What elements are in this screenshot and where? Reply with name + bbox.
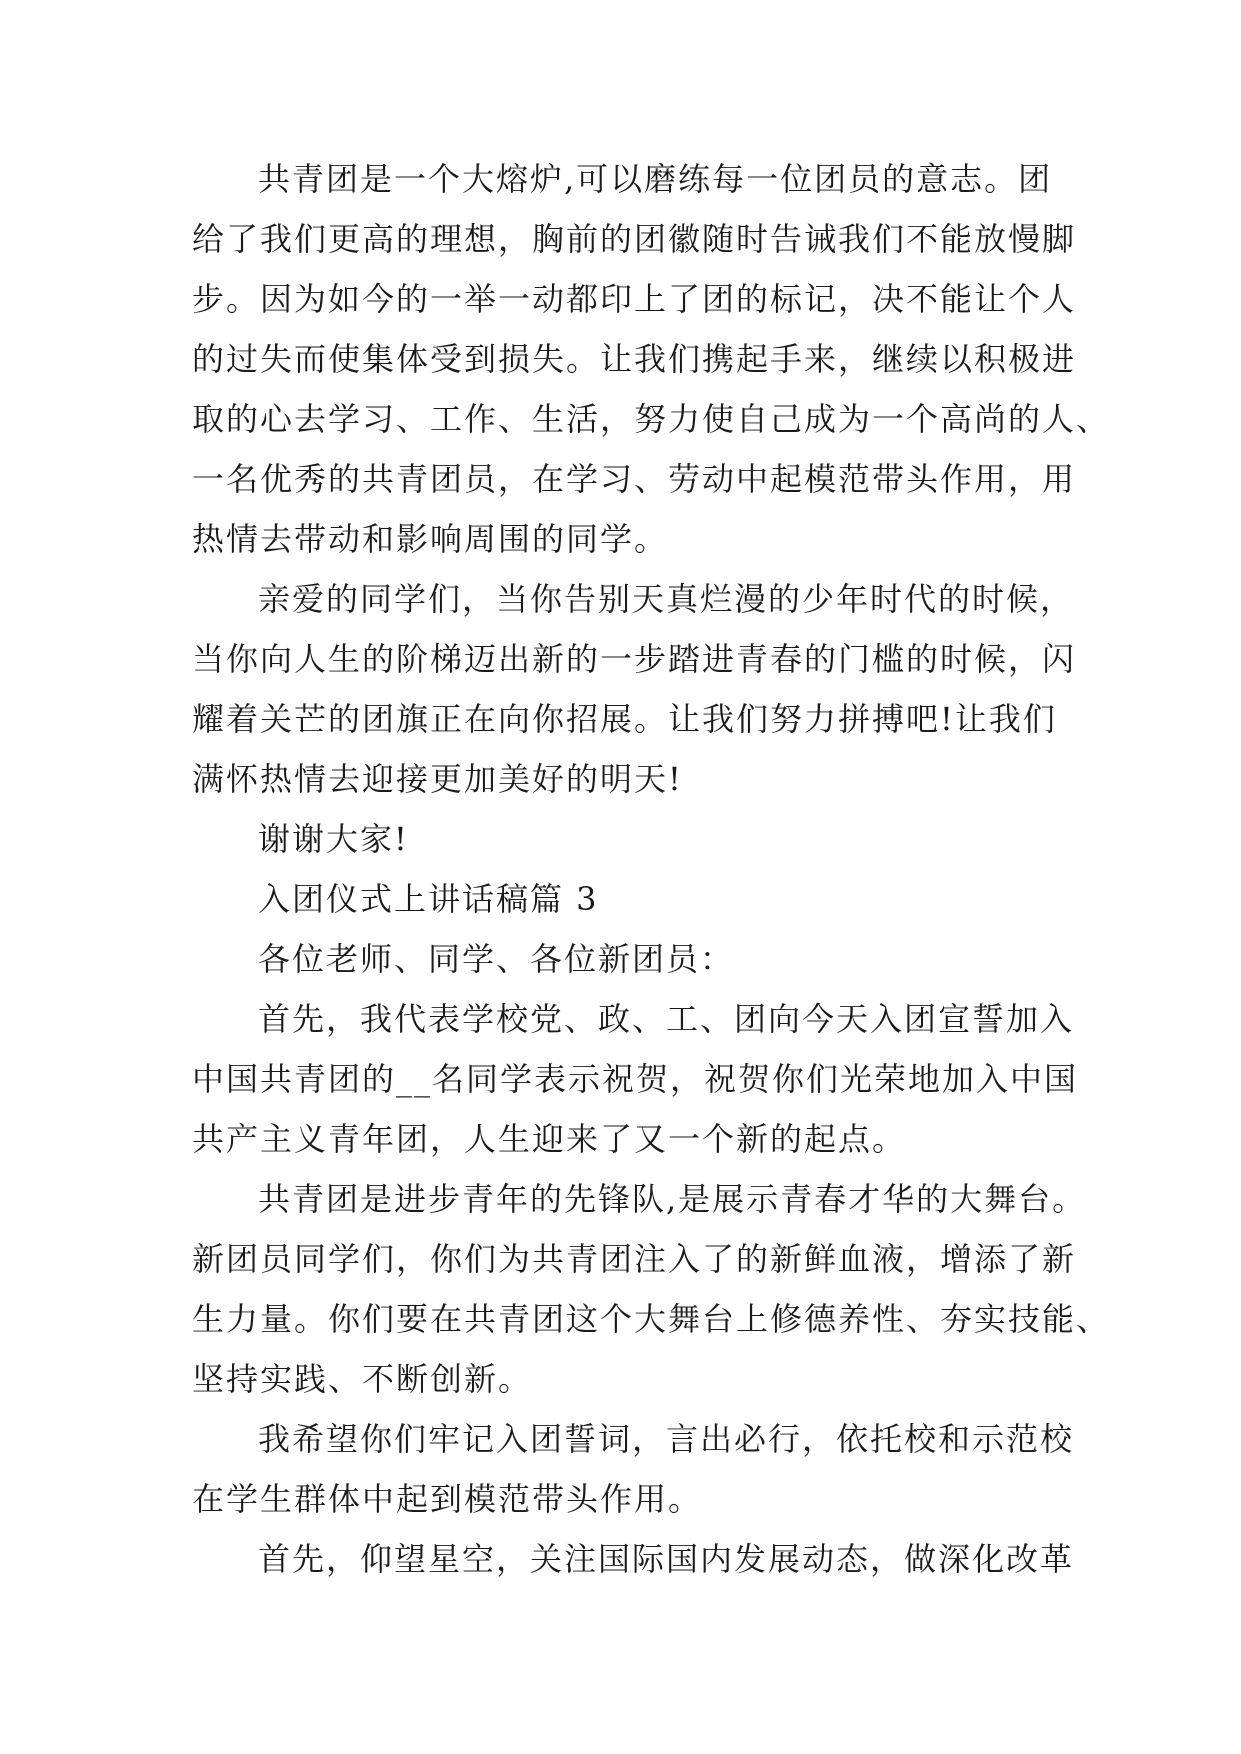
text-line: 共青团是一个大熔炉,可以磨练每一位团员的意志。团 bbox=[258, 160, 1053, 198]
text-line: 满怀热情去迎接更加美好的明天! bbox=[192, 760, 683, 798]
text-line: 首先，仰望星空，关注国际国内发展动态，做深化改革 bbox=[258, 1540, 1075, 1578]
text-line: 谢谢大家! bbox=[258, 820, 409, 858]
text-line: 坚持实践、不断创新。 bbox=[192, 1360, 533, 1398]
section-heading: 入团仪式上讲话稿篇 3 bbox=[258, 880, 599, 918]
text-line: 共产主义青年团，人生迎来了又一个新的起点。 bbox=[192, 1120, 907, 1158]
text-line: 新团员同学们，你们为共青团注入了的新鲜血液，增添了新 bbox=[192, 1240, 1077, 1278]
text-line: 耀着关芒的团旗正在向你招展。让我们努力拼搏吧!让我们 bbox=[192, 700, 1057, 738]
text-line: 取的心去学习、工作、生活，努力使自己成为一个高尚的人、 bbox=[192, 400, 1111, 438]
text-line: 给了我们更高的理想，胸前的团徽随时告诫我们不能放慢脚 bbox=[192, 220, 1077, 258]
text-line: 的过失而使集体受到损失。让我们携起手来，继续以积极进 bbox=[192, 340, 1077, 378]
salutation: 各位老师、同学、各位新团员： bbox=[258, 940, 735, 978]
text-line: 生力量。你们要在共青团这个大舞台上修德养性、夯实技能、 bbox=[192, 1300, 1111, 1338]
text-line: 步。因为如今的一举一动都印上了团的标记，决不能让个人 bbox=[192, 280, 1077, 318]
text-line: 在学生群体中起到模范带头作用。 bbox=[192, 1480, 703, 1518]
text-line: 我希望你们牢记入团誓词，言出必行，依托校和示范校 bbox=[258, 1420, 1075, 1458]
text-line: 共青团是进步青年的先锋队,是展示青春才华的大舞台。 bbox=[258, 1180, 1087, 1218]
document-body bbox=[192, 160, 1111, 1600]
text-line: 当你向人生的阶梯迈出新的一步踏进青春的门槛的时候，闪 bbox=[192, 640, 1077, 678]
text-line: 一名优秀的共青团员，在学习、劳动中起模范带头作用，用 bbox=[192, 460, 1077, 498]
text-line: 热情去带动和影响周围的同学。 bbox=[192, 520, 669, 558]
text-line: 中国共青团的__名同学表示祝贺，祝贺你们光荣地加入中国 bbox=[192, 1060, 1079, 1098]
text-line: 亲爱的同学们，当你告别天真烂漫的少年时代的时候， bbox=[258, 580, 1075, 618]
text-line: 首先，我代表学校党、政、工、团向今天入团宣誓加入 bbox=[258, 1000, 1075, 1038]
